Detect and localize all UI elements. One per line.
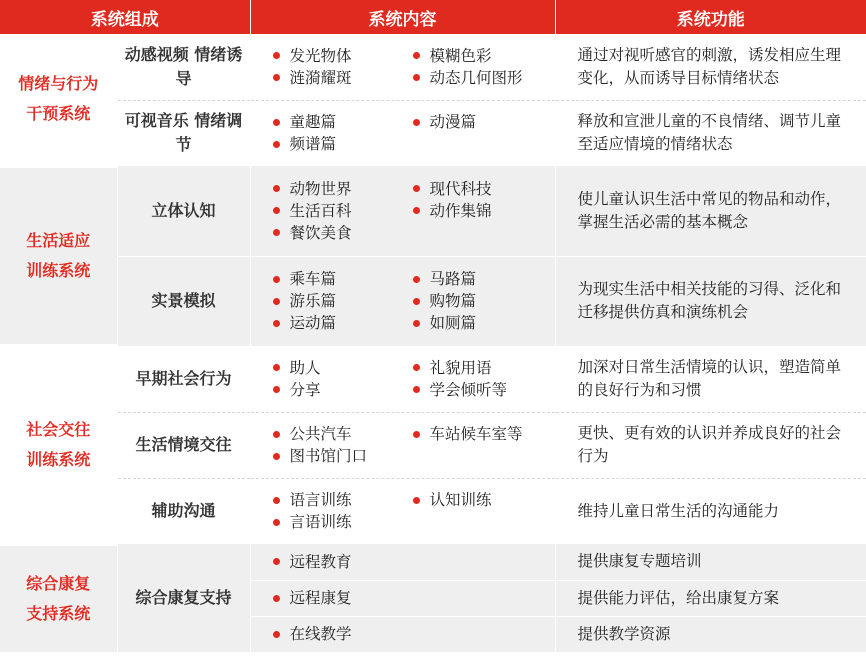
list-item: 动态几何图形: [413, 67, 553, 89]
subsystem-cell: [117, 544, 250, 652]
list-item: 言语训练: [273, 511, 413, 533]
content-cell: [250, 580, 555, 616]
bullet-icon: [413, 320, 420, 327]
bullet-icon: [273, 229, 280, 236]
category-line: 社会交往: [26, 420, 91, 439]
function-cell: 提供教学资源: [555, 616, 866, 652]
subsystem-cell: [117, 34, 250, 100]
function-cell: 加深对日常生活情境的认识，塑造简单的良好行为和习惯: [577, 357, 842, 399]
bullet-icon: [273, 52, 280, 59]
content-cell: [250, 544, 555, 580]
list-item: 童趣篇: [273, 111, 413, 133]
subsystem-line: 情绪诱导: [175, 44, 243, 88]
list-item: 生活百科: [273, 200, 413, 222]
bullet-icon: [273, 119, 280, 126]
bullet-icon: [273, 298, 280, 305]
bullet-icon: [273, 386, 280, 393]
subsystem-cell: [117, 412, 250, 478]
bullet-icon: [273, 207, 280, 214]
subsystem-cell: [117, 478, 250, 544]
category-line: 训练系统: [26, 261, 91, 280]
table-row: [0, 100, 866, 166]
table-row: [0, 256, 866, 346]
bullet-icon: [413, 364, 420, 371]
list-item: 乘车篇: [273, 268, 413, 290]
content-cell: [250, 34, 555, 100]
category-line: 情绪与行为: [18, 74, 99, 93]
subsystem-cell: [117, 346, 250, 412]
bullet-icon: [413, 52, 420, 59]
content-cell: [250, 166, 555, 256]
category-line: 生活适应: [26, 231, 91, 250]
list-item: 餐饮美食: [273, 222, 413, 244]
list-item: 动物世界: [273, 178, 413, 200]
table-row: [0, 34, 866, 100]
list-item: 认知训练: [413, 489, 553, 511]
category-cell: [0, 34, 117, 166]
list-item: 现代科技: [413, 178, 553, 200]
content-cell: [250, 256, 555, 346]
content-cell: [250, 346, 555, 412]
subsystem-line: 立体认知: [151, 200, 216, 220]
subsystem-cell: [117, 166, 250, 256]
category-cell: [0, 346, 117, 544]
list-item: 远程教育: [273, 551, 555, 573]
bullet-icon: [273, 595, 280, 602]
category-cell: [0, 166, 117, 346]
list-item: 助人: [273, 357, 413, 379]
bullet-icon: [273, 141, 280, 148]
bullet-icon: [273, 558, 280, 565]
bullet-icon: [273, 631, 280, 638]
list-item: 动作集锦: [413, 200, 553, 222]
bullet-icon: [273, 74, 280, 81]
content-cell: [250, 616, 555, 652]
bullet-icon: [273, 276, 280, 283]
function-cell: 为现实生活中相关技能的习得、泛化和迁移提供仿真和演练机会: [555, 256, 866, 346]
content-cell: [250, 100, 555, 166]
function-cell: 通过对视听感官的刺激，诱发相应生理变化，从而诱导目标情绪状态: [577, 45, 842, 87]
bullet-icon: [413, 386, 420, 393]
header-composition: 系统组成: [0, 0, 250, 34]
bullet-icon: [273, 431, 280, 438]
category-line: 支持系统: [26, 604, 91, 623]
list-item: 频谱篇: [273, 133, 413, 155]
header-content: 系统内容: [250, 0, 555, 34]
subsystem-cell: [117, 256, 250, 346]
list-item: 运动篇: [273, 312, 413, 334]
list-item: 分享: [273, 379, 413, 401]
subsystem-line: 早期社会行为: [135, 368, 232, 388]
list-item: 马路篇: [413, 268, 553, 290]
list-item: 语言训练: [273, 489, 413, 511]
table-row: [0, 478, 866, 544]
category-cell: [0, 544, 117, 652]
list-item: 图书馆门口: [273, 445, 413, 467]
bullet-icon: [273, 364, 280, 371]
category-line: 综合康复: [26, 574, 91, 593]
bullet-icon: [413, 298, 420, 305]
table-row: [0, 346, 866, 412]
list-item: 礼貌用语: [413, 357, 553, 379]
content-cell: [250, 478, 555, 544]
header-row: [0, 0, 866, 34]
bullet-icon: [413, 119, 420, 126]
list-item: 发光物体: [273, 45, 413, 67]
list-item: 如厕篇: [413, 312, 553, 334]
subsystem-line: 综合康复支持: [135, 588, 232, 607]
subsystem-line: 生活情境交往: [135, 435, 232, 454]
list-item: 购物篇: [413, 290, 553, 312]
bullet-icon: [273, 320, 280, 327]
bullet-icon: [413, 276, 420, 283]
list-item: 游乐篇: [273, 290, 413, 312]
list-item: 学会倾听等: [413, 379, 553, 401]
bullet-icon: [413, 207, 420, 214]
bullet-icon: [273, 185, 280, 192]
subsystem-cell: [117, 100, 250, 166]
function-cell: 提供康复专题培训: [577, 552, 702, 571]
category-line: 干预系统: [26, 104, 91, 123]
list-item: 动漫篇: [413, 111, 553, 133]
list-item: 远程康复: [273, 587, 555, 609]
function-cell: 维持儿童日常生活的沟通能力: [555, 478, 866, 544]
table-row: [0, 544, 866, 580]
content-cell: [250, 412, 555, 478]
table-row: [0, 166, 866, 256]
list-item: 模糊色彩: [413, 45, 553, 67]
subsystem-line: 可视音乐: [124, 111, 189, 131]
function-cell: 使儿童认识生活中常见的物品和动作，掌握生活必需的基本概念: [577, 189, 842, 231]
table-row: [0, 412, 866, 478]
list-item: 涟漪耀斑: [273, 67, 413, 89]
function-cell: 提供能力评估，给出康复方案: [555, 580, 866, 616]
header-function: 系统功能: [555, 0, 866, 34]
bullet-icon: [413, 185, 420, 192]
bullet-icon: [413, 431, 420, 438]
bullet-icon: [273, 453, 280, 460]
bullet-icon: [273, 519, 280, 526]
bullet-icon: [413, 74, 420, 81]
category-line: 训练系统: [26, 450, 91, 469]
subsystem-line: 辅助沟通: [151, 501, 216, 521]
bullet-icon: [413, 497, 420, 504]
list-item: 在线教学: [273, 623, 555, 645]
function-cell: 释放和宣泄儿童的不良情绪、调节儿童至适应情境的情绪状态: [555, 100, 866, 166]
bullet-icon: [273, 497, 280, 504]
function-cell: 更快、更有效的认识并养成良好的社会行为: [555, 412, 866, 478]
subsystem-line: 动感视频: [124, 44, 189, 64]
subsystem-line: 实景模拟: [151, 291, 216, 311]
subsystem-line: 情绪调节: [175, 111, 243, 155]
list-item: 车站候车室等: [413, 423, 553, 445]
list-item: 公共汽车: [273, 423, 413, 445]
